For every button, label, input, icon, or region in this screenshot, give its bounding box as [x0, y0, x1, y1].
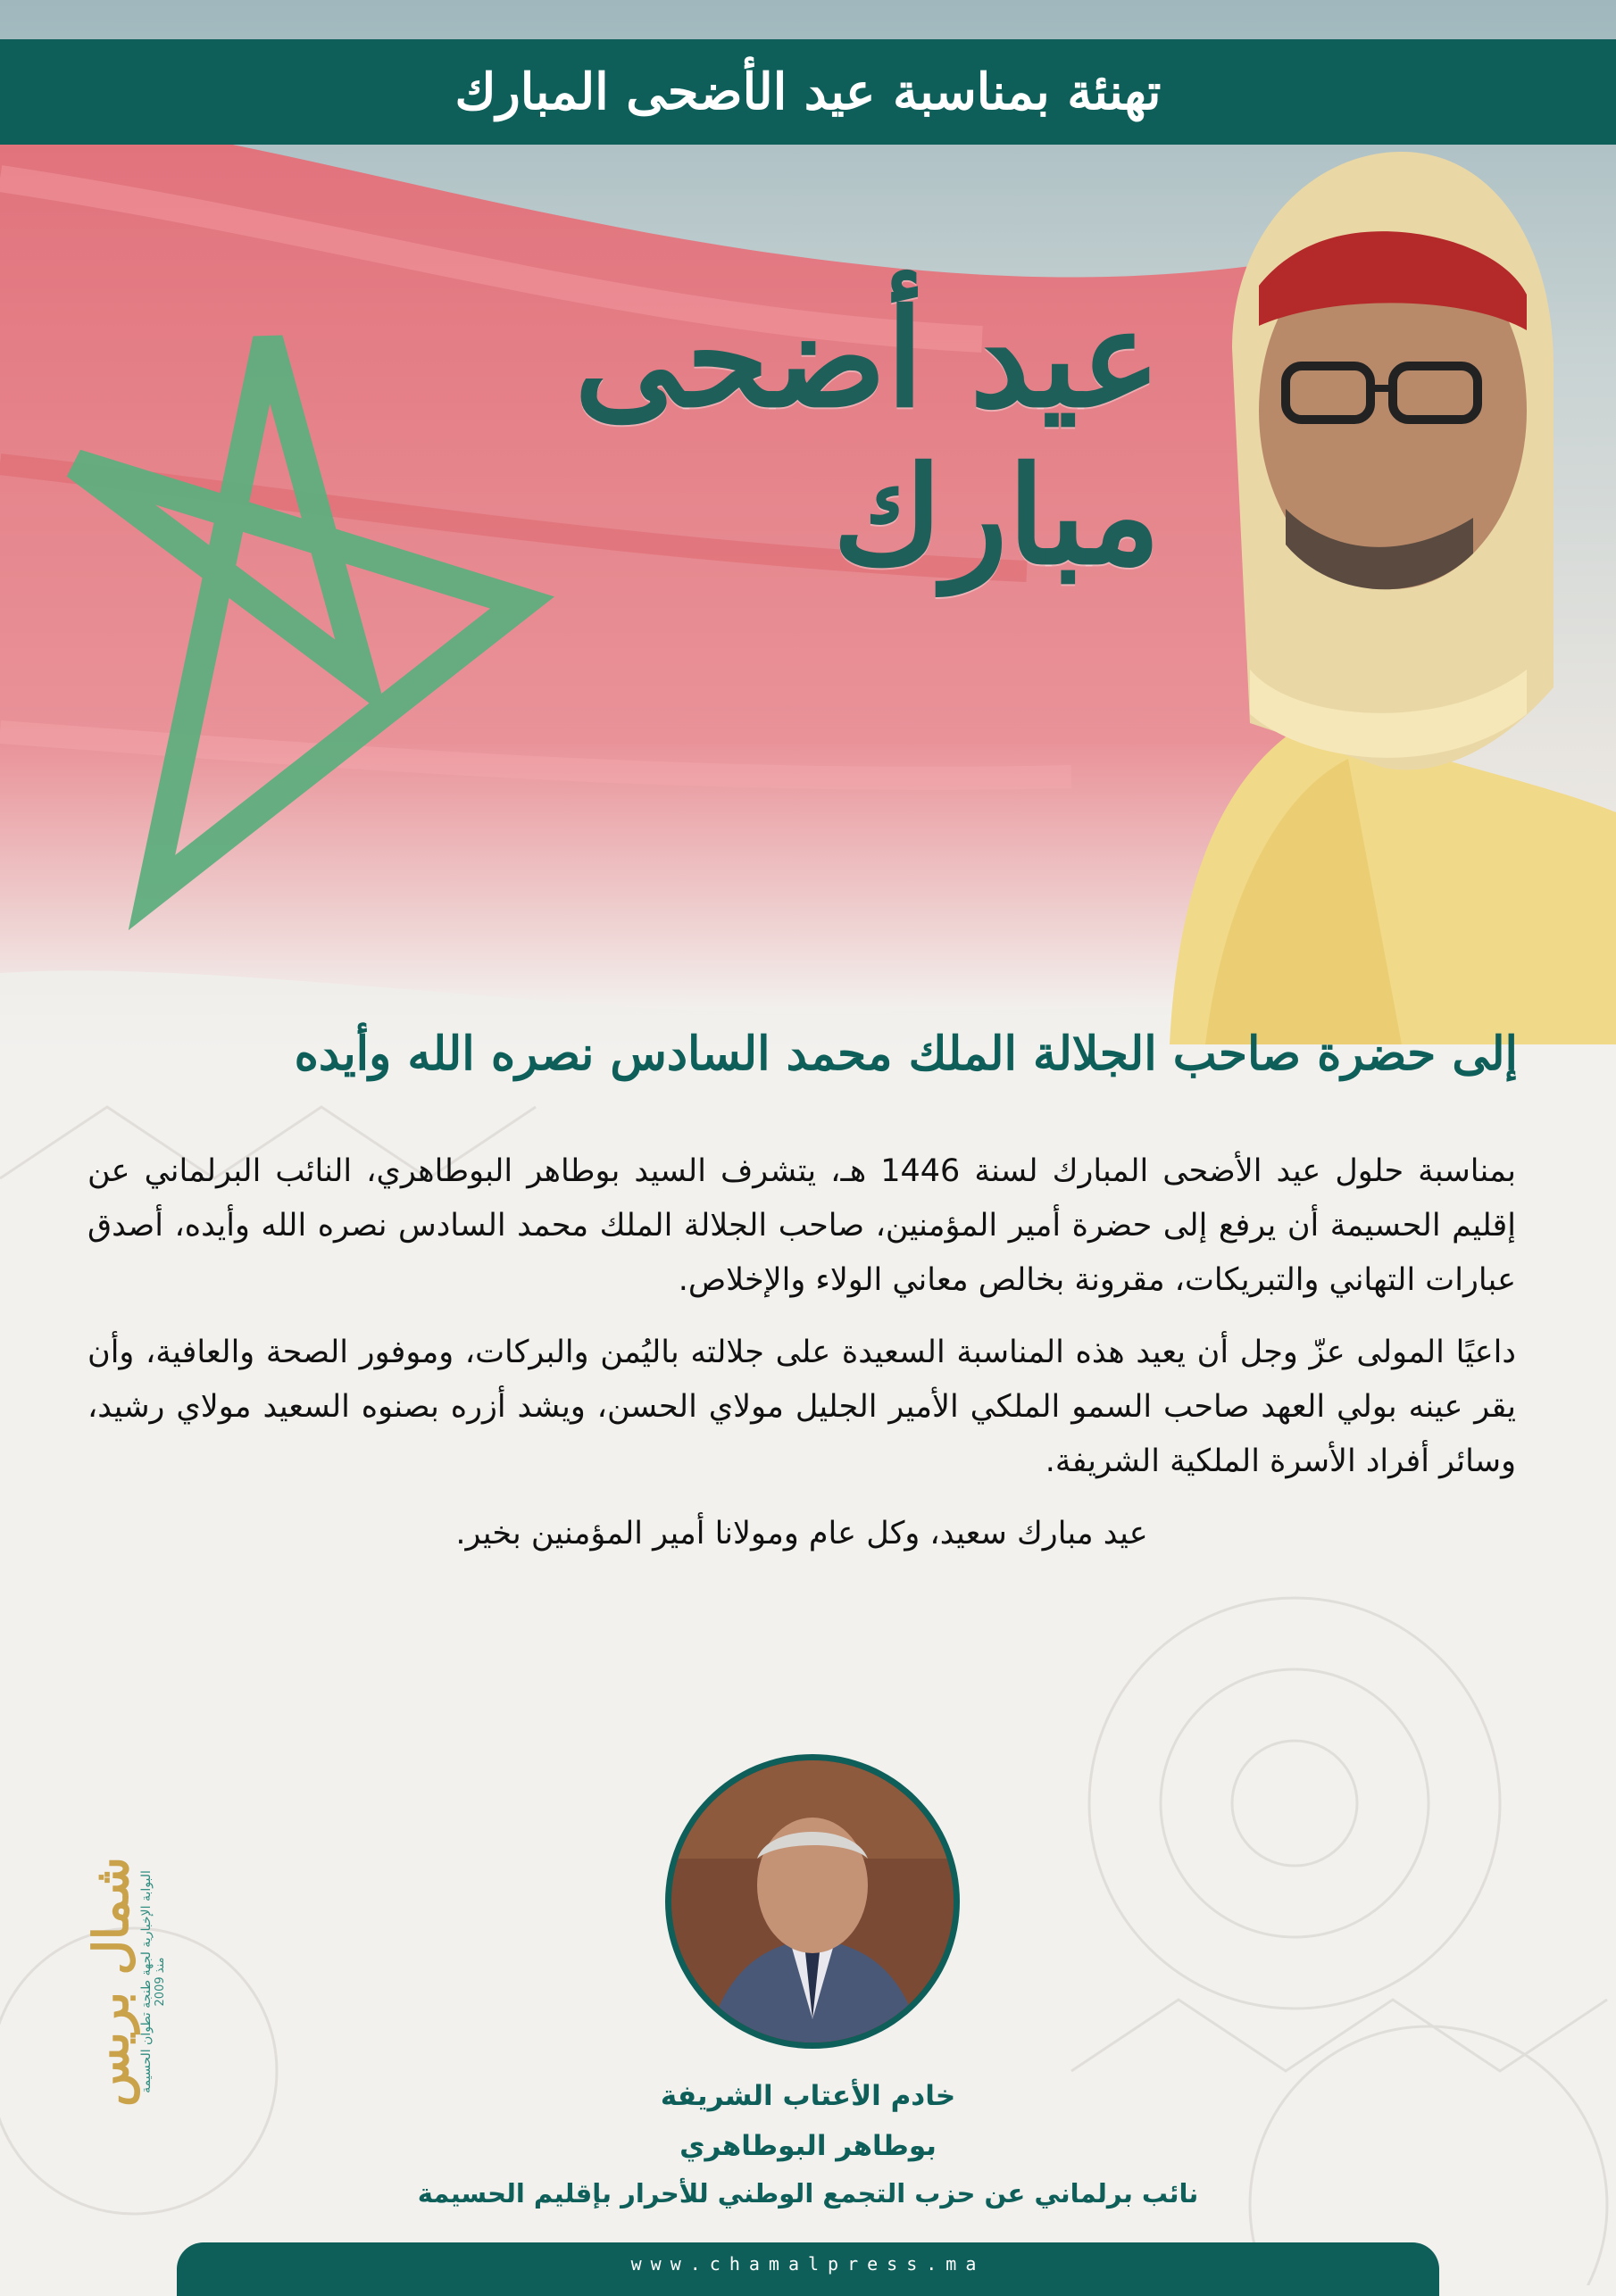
deputy-photo — [671, 1760, 954, 2042]
signature-title: خادم الأعتاب الشريفة — [660, 2080, 956, 2112]
footer-bar — [177, 2242, 1439, 2296]
page-title: تهنئة بمناسبة عيد الأضحى المبارك — [454, 62, 1162, 121]
king-portrait — [1027, 134, 1616, 1044]
logo-since: منذ 2009 — [154, 1957, 167, 2007]
deputy-photo-frame — [665, 1754, 960, 2049]
footer-website-link[interactable]: www.chamalpress.ma — [630, 2253, 986, 2275]
signature-role: نائب برلماني عن حزب التجمع الوطني للأحرار بإقليم الحسيمة — [417, 2178, 1199, 2209]
message-closing: عيد مبارك سعيد، وكل عام ومولانا أمير المؤمنين بخير. — [455, 1516, 1148, 1551]
royal-address-heading: إلى حضرة صاحب الجلالة الملك محمد السادس نصره الله وأيده — [294, 1027, 1518, 1081]
chamalpress-logo — [82, 1803, 171, 2160]
message-paragraph-1: بمناسبة حلول عيد الأضحى المبارك لسنة 1446 هـ، يتشرف السيد بوطاهر البوطاهري، النائب البرلماني عن إقليم الحسيمة أن يرفع إلى حضرة أمير المؤمنين، صاحب الجلالة الملك محمد السادس نصره الله وأيده، أصدق عبارات التهاني والتبريكات، مقرونة بخالص معاني الولاء والإخلاص. — [87, 1153, 1516, 1298]
eid-greeting-calligraphy: عيد أضحى مبارك — [574, 280, 1161, 595]
signature-name: بوطاهر البوطاهري — [679, 2130, 937, 2162]
message-paragraph-2: داعيًا المولى عزّ وجل أن يعيد هذه المناسبة السعيدة على جلالته باليُمن والبركات، وموفور الصحة والعافية، وأن يقر عينه بولي العهد صاحب السمو الملكي الأمير الجليل مولاي الحسن، ويشد أزره بصنوه السعيد مولاي رشيد، وسائر أفراد الأسرة الملكية الشريفة. — [87, 1335, 1516, 1479]
header-bar — [0, 39, 1616, 145]
logo-name: شمال بريس — [82, 1857, 139, 2107]
message-body — [87, 1144, 1516, 1579]
logo-tagline: البوابة الإخبارية لجهة طنجة تطوان الحسيمة — [139, 1870, 154, 2093]
